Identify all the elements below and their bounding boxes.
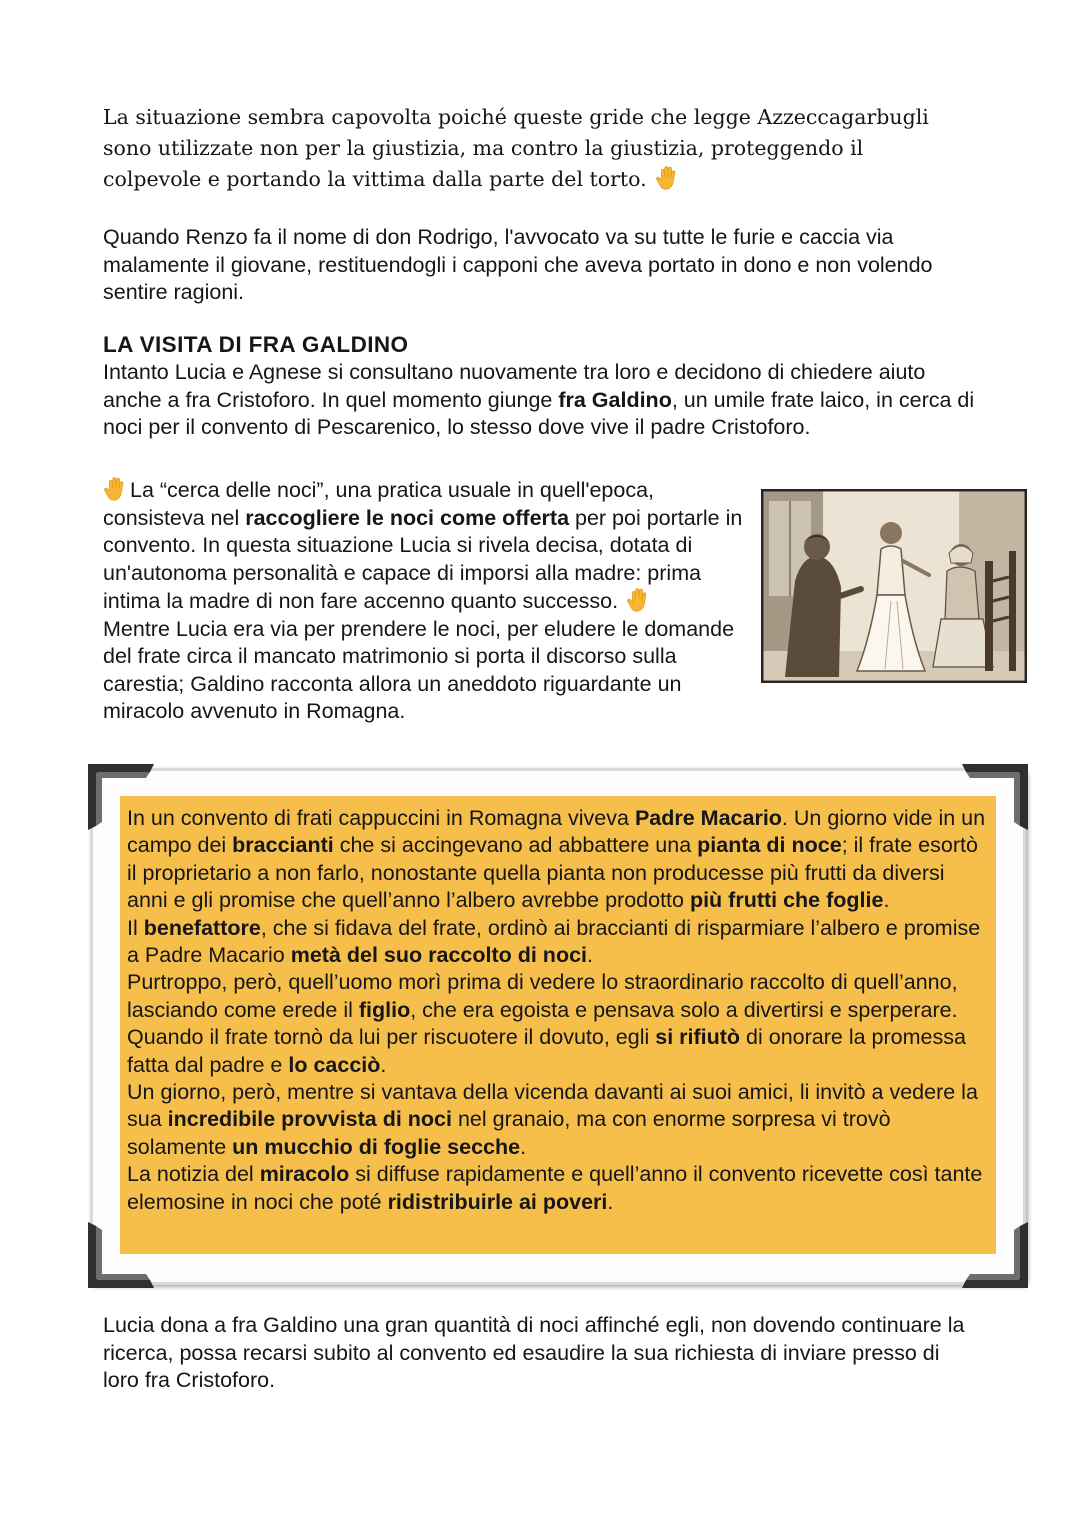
braccianti-bold: braccianti [232,833,334,858]
raccogliere-bold: raccogliere le noci come offerta [245,505,570,530]
provvista-bold: incredibile provvista di noci [167,1107,452,1132]
figlio-bold: figlio [358,997,411,1022]
illustration-fra-galdino-visit [761,489,1027,683]
raised-hand-icon [655,165,679,191]
lo-caccio-bold: lo cacciò [288,1052,381,1077]
benefattore-bold: benefattore [143,915,261,940]
section-paragraph-2: La “cerca delle noci”, una pratica usuale in quell'epoca, consisteva nel raccogliere le noci come offerta per poi portarle in convento. In questa situazione Lucia si rivela decisa, dotata di un'autonoma personalità e capace di imporsi alla madre: prima intima la madre di non fare accenno quanto successo. Mentre Lucia era via per prendere le noci, per eludere le domande del frate circa il mancato matrimonio si porta il discorso sulla carestia; Galdino racconta allora un aneddoto riguardante un miracolo avvenuto in Romagna. [103,478,743,723]
ridistribuirle-bold: ridistribuirle ai poveri [387,1189,608,1214]
engraving-image [763,491,1025,681]
raised-hand-icon [103,476,127,502]
si-rifiuto-bold: si rifiutò [655,1025,741,1050]
padre-macario-bold: Padre Macario [634,806,782,830]
foglie-secche-bold: un mucchio di foglie secche [232,1134,521,1159]
miracolo-bold: miracolo [259,1162,350,1187]
section-paragraph-1: Intanto Lucia e Agnese si consultano nuovamente tra loro e decidono di chiedere aiuto anche a fra Cristoforo. In quel momento giunge fra Galdino, un umile frate laico, in cerca di noci per il convento di Pescarenico, lo stesso dove vive il padre Cristoforo. [103,360,975,439]
story-text: In un convento di frati cappuccini in Romagna viveva Padre Macario. Un giorno vide in un campo dei braccianti che si accingevano ad abbattere una pianta di noce; il frate esortò il proprietario a non farlo, nonostante quella pianta non producesse più frutti da diversi anni e gli promise che quell’anno l’albero avrebbe prodotto più frutti che foglie. Il benefattore, che si fidava del frate, ordinò ai braccianti di risparmiare l’albero e promise a Padre Macario metà del suo raccolto di noci. Purtroppo, però, quell’uomo morì prima di vedere lo straordinario raccolto di quell’anno, lasciando come erede il figlio, che era egoista e pensava solo a divertirsi e sperperare. Quando il frate tornò da lui per riscuotere il dovuto, egli si rifiutò di onorare la promessa fatta dal padre e lo cacciò. Un giorno, però, mentre si vantava della vicenda davanti ai suoi amici, li invitò a vedere la sua incredibile provvista di noci nel granaio, ma con enorme sorpresa vi trovò solamente un mucchio di foglie secche. La notizia del miracolo si diffuse rapidamente e quell’anno il convento ricevette così tante elemosine in noci che poté ridistribuirle ai poveri. [127,806,986,1214]
raised-hand-icon [626,587,650,613]
meta-raccolto-bold: metà del suo raccolto di noci [290,943,588,968]
closing-paragraph: Lucia dona a fra Galdino una gran quantità di noci affinché egli, non dovendo continuare la ricerca, possa recarsi subito al convento ed esaudire la sua richiesta di inviare presso di loro fra Cristoforo. [103,1313,965,1392]
intro-paragraph-1-text: La situazione sembra capovolta poiché queste gride che legge Azzeccagarbugli sono utilizzate non per la giustizia, ma contro la giustizia, proteggendo il colpevole e portando la vittima dalla parte del torto. [103,105,929,191]
section-title: LA VISITA DI FRA GALDINO [103,332,409,357]
intro-paragraph-2: Quando Renzo fa il nome di don Rodrigo, l'avvocato va su tutte le furie e caccia via malamente il giovane, restituendogli i capponi che aveva portato in dono e non volendo sentire ragioni. [103,225,933,304]
fra-galdino-bold: fra Galdino [558,387,672,412]
pianta-di-noce-bold: pianta di noce [697,833,842,858]
piu-frutti-bold: più frutti che foglie [689,888,884,913]
intro-paragraph-1 [103,102,963,195]
